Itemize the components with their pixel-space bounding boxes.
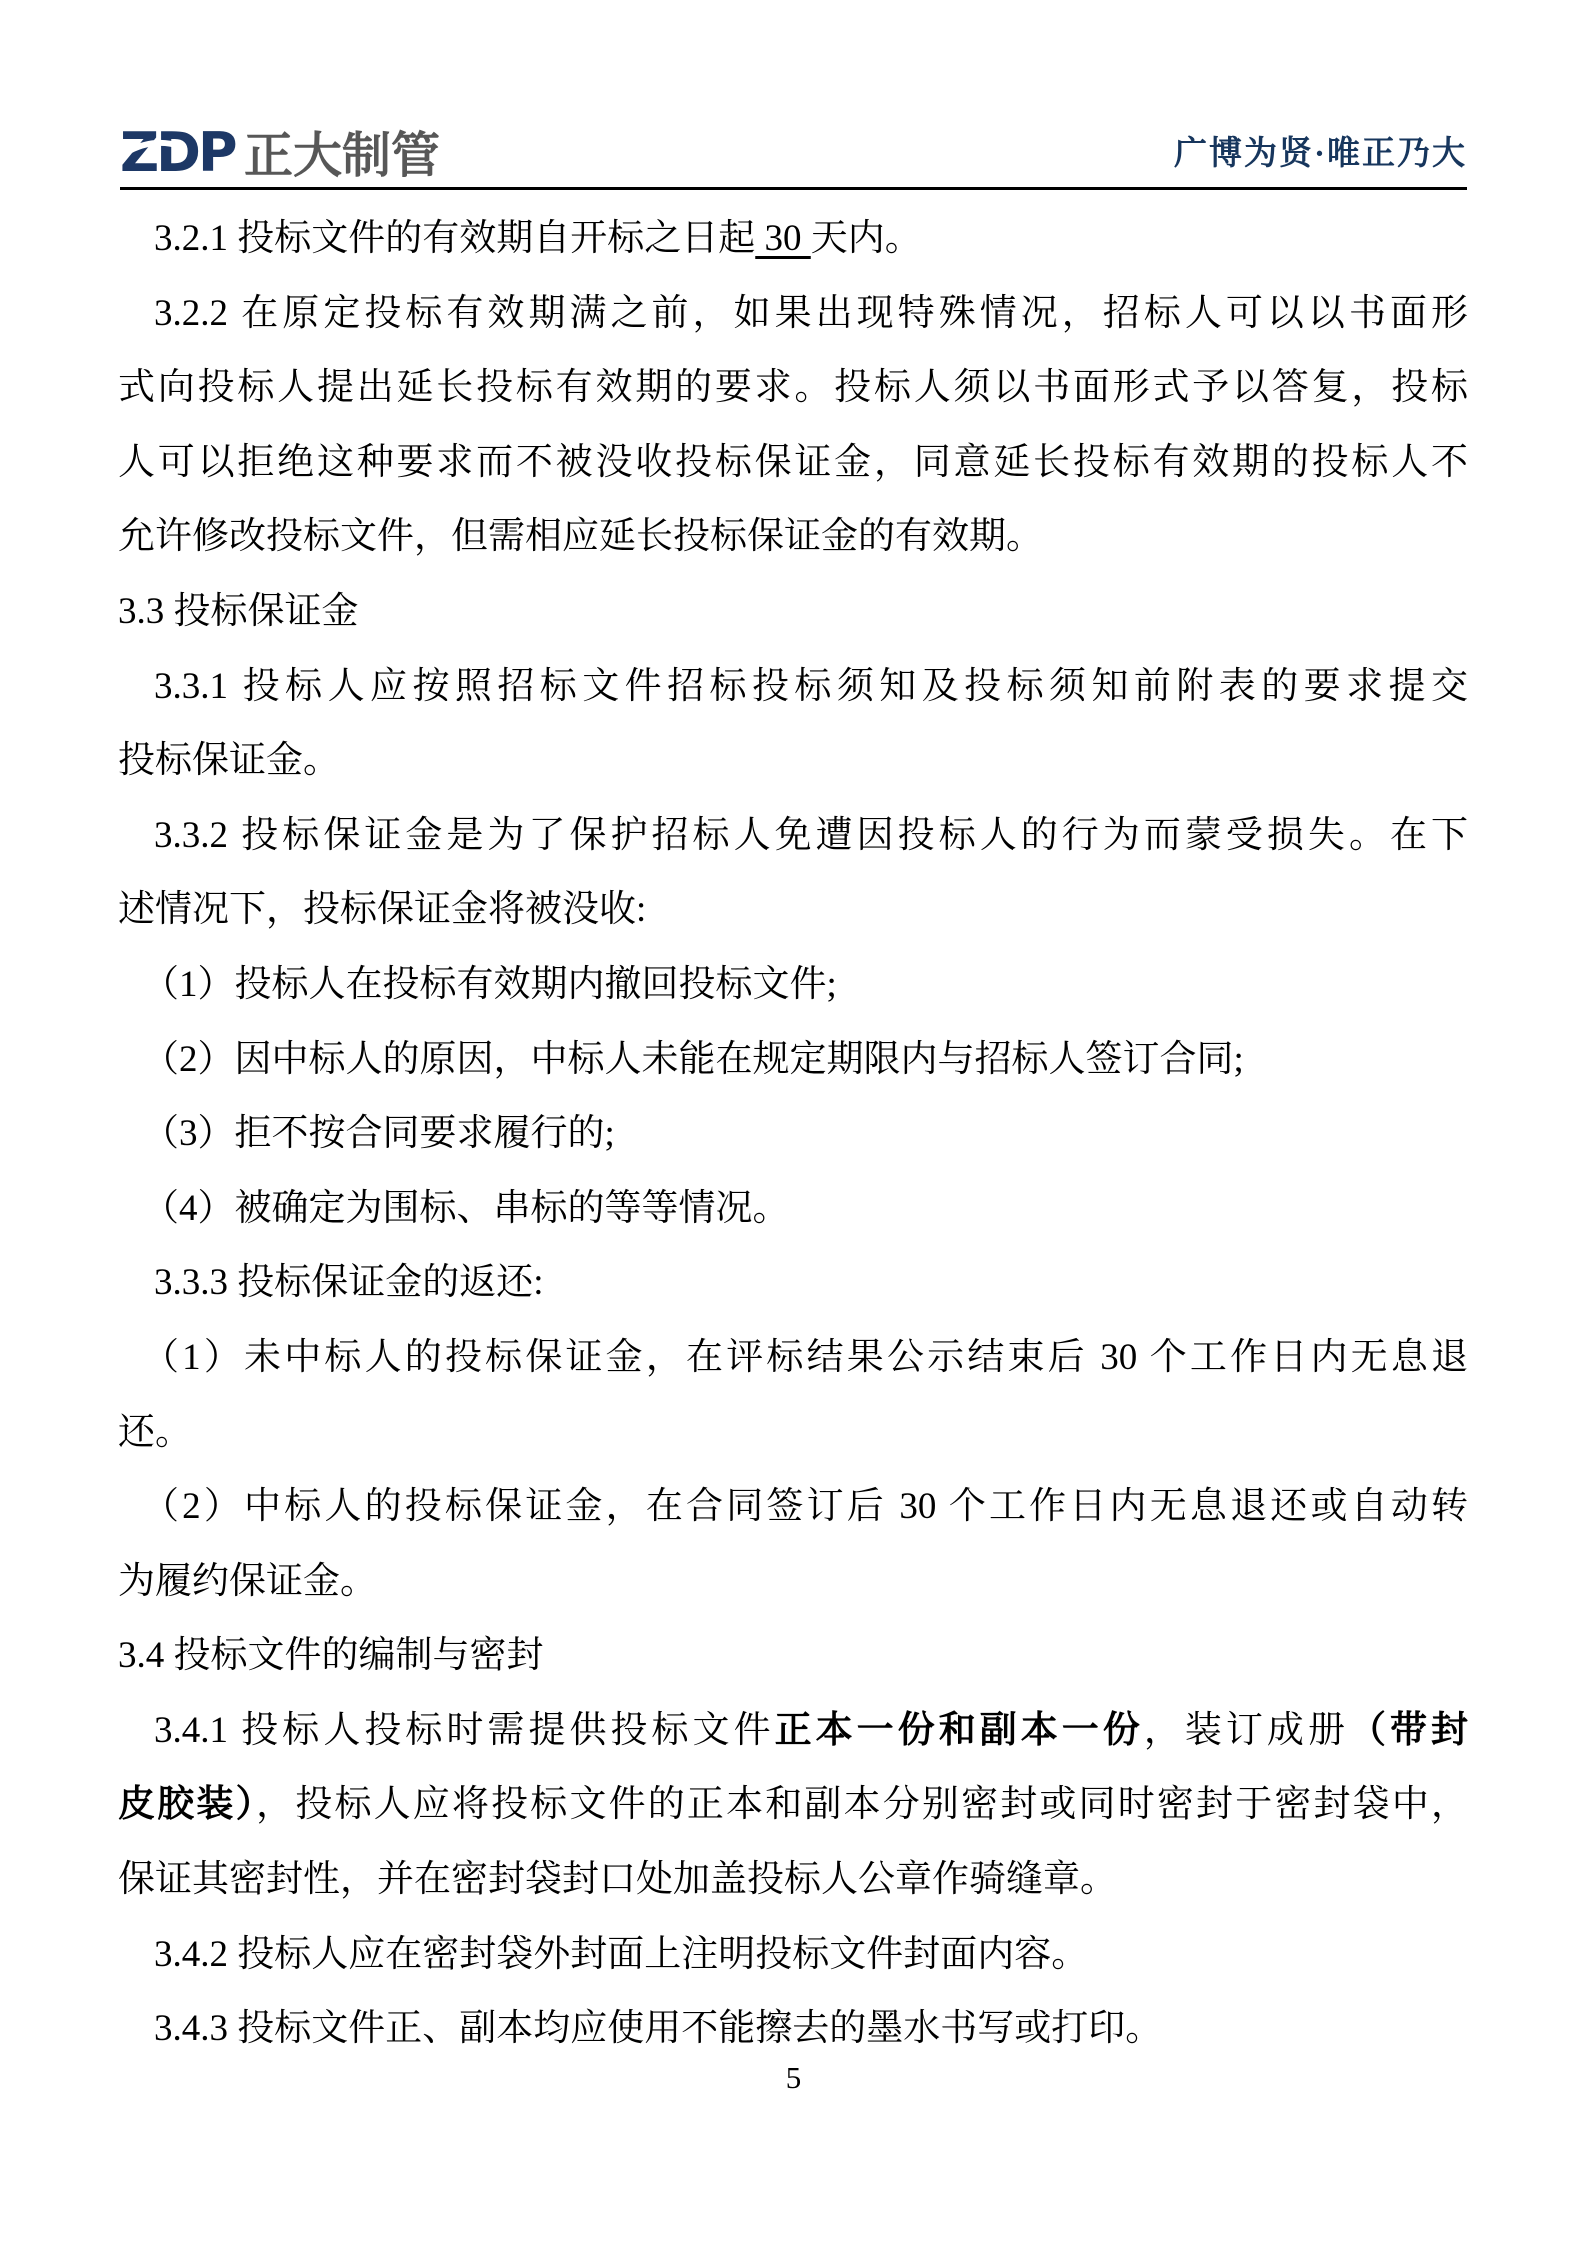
text-line [118,426,1468,501]
text-run: 为履约保证金。 [118,1560,377,1602]
text-line [118,799,1468,874]
text-run: 3.2.1 投标文件的有效期自开标之日起 [154,218,756,259]
text-line [118,1023,1468,1098]
text-run: 人可以拒绝这种要求而不被没收投标保证金，同意延长投标有效期的投标人不 [118,441,1468,483]
text-run: 3.3.3 投标保证金的返还: [154,1262,544,1304]
text-run: 天内。 [810,218,922,259]
text-run: 3.2.2 在原定投标有效期满之前，如果出现特殊情况，招标人可以以书面形 [154,292,1468,334]
text-run: 投标保证金。 [118,740,340,782]
text-run: （2）中标人的投标保证金，在合同签订后 30 个工作日内无息退还或自动转 [142,1486,1468,1528]
text-line [118,1918,1468,1993]
text-line [118,1470,1468,1545]
text-run: （3）拒不按合同要求履行的; [142,1113,615,1155]
text-line [118,1768,1468,1843]
underlined-value: 30 [755,218,811,259]
text-run: 述情况下，投标保证金将被没收: [118,889,647,931]
text-run: 3.3.1 投标人应按照招标文件招标投标须知及投标须知前附表的要求提交 [154,665,1468,707]
text-run: 3.4 投标文件的编制与密封 [118,1635,544,1677]
text-run: （带封 [1348,1709,1469,1751]
text-run: 保证其密封性，并在密封袋封口处加盖投标人公章作骑缝章。 [118,1859,1117,1901]
logo-zdp-text: ZDP [120,124,235,182]
text-run: （2）因中标人的原因，中标人未能在规定期限内与招标人签订合同; [142,1038,1244,1080]
text-line [118,1619,1468,1694]
text-run: 皮胶装） [118,1784,257,1826]
text-run: 正本一份和副本一份 [774,1709,1144,1751]
text-run: 3.3.2 投标保证金是为了保护招标人免遭因投标人的行为而蒙受损失。在下 [154,814,1468,856]
text-run: ，投标人应将投标文件的正本和副本分别密封或同时密封于密封袋中， [256,1784,1469,1826]
text-run: 3.4.3 投标文件正、副本均应使用不能擦去的墨水书写或打印。 [154,2008,1163,2050]
text-run: （4）被确定为围标、串标的等等情况。 [142,1187,790,1229]
document-body [118,202,1468,2067]
text-line [118,1843,1468,1918]
company-slogan: 广博为贤·唯正乃大 [1173,136,1467,172]
text-line [118,650,1468,725]
text-line [118,1172,1468,1247]
text-run: ，装订成册 [1143,1709,1349,1751]
text-line [118,1097,1468,1172]
text-run: （1）投标人在投标有效期内撤回投标文件; [142,963,837,1005]
text-line [118,1545,1468,1620]
logo-company-name: 正大制管 [244,129,441,182]
text-line [118,1694,1468,1769]
text-run: 还。 [118,1411,192,1453]
text-line [118,1321,1468,1396]
text-line [118,873,1468,948]
page-header [120,0,1467,190]
text-line [118,1246,1468,1321]
text-line [118,500,1468,575]
text-line [118,1396,1468,1471]
text-line [118,351,1468,426]
text-run: 式向投标人提出延长投标有效期的要求。投标人须以书面形式予以答复，投标 [118,367,1468,409]
text-run: 3.3 投标保证金 [118,590,359,632]
text-line [118,724,1468,799]
text-run: 3.4.2 投标人应在密封袋外封面上注明投标文件封面内容。 [154,1933,1089,1975]
text-line [118,202,1468,277]
page-number: 5 [785,2060,802,2095]
text-run: 允许修改投标文件，但需相应延长投标保证金的有效期。 [118,516,1043,558]
text-line [118,277,1468,352]
text-line [118,948,1468,1023]
zdp-logo-icon [120,124,465,182]
text-run: 3.4.1 投标人投标时需提供投标文件 [154,1709,775,1751]
text-line [118,575,1468,650]
text-run: （1）未中标人的投标保证金，在评标结果公示结束后 30 个工作日内无息退 [142,1336,1468,1378]
